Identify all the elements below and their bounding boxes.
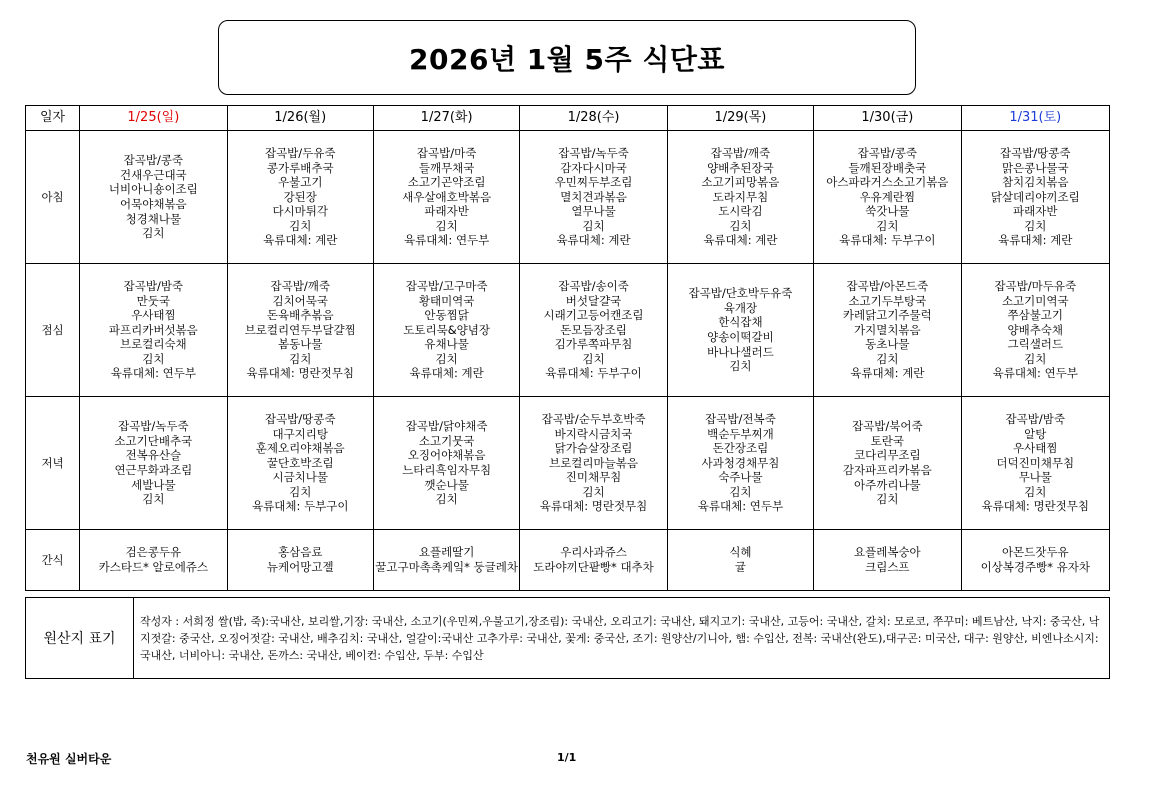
menu-item: 김치 bbox=[435, 492, 458, 507]
page-title: 2026년 1월 5주 식단표 bbox=[409, 42, 725, 76]
date-header-row bbox=[26, 106, 1110, 131]
menu-item: 김치 bbox=[582, 218, 605, 233]
menu-item: 잡곡밥/녹두죽 bbox=[558, 145, 629, 160]
menu-item: 잡곡밥/송이죽 bbox=[558, 278, 629, 293]
menu-item: 육류대체: 명란젓무침 bbox=[981, 499, 1090, 514]
snack-cell bbox=[961, 530, 1109, 591]
snack-item: 요플레딸기 bbox=[418, 545, 475, 560]
menu-item: 전복유산슬 bbox=[125, 448, 182, 463]
menu-item: 김치 bbox=[582, 351, 605, 366]
menu-item: 너비아니숑이조림 bbox=[108, 182, 198, 197]
menu-item: 열무나물 bbox=[571, 204, 616, 219]
snack-row bbox=[26, 530, 1110, 591]
menu-item: 김치 bbox=[729, 359, 752, 374]
menu-item: 느타리흑임자무침 bbox=[402, 463, 492, 477]
menu-item: 안동찜닭 bbox=[424, 308, 469, 323]
menu-item: 브로컬리연두부달걀찜 bbox=[244, 322, 356, 337]
date-label: 일자 bbox=[26, 106, 80, 131]
menu-cell bbox=[80, 131, 227, 264]
menu-cell bbox=[667, 397, 813, 530]
footer-page-number: 1/1 bbox=[557, 751, 577, 764]
menu-item: 쭈삼불고기 bbox=[1007, 308, 1064, 323]
menu-item: 소고기두부탕국 bbox=[848, 293, 927, 308]
menu-item: 숙주나물 bbox=[718, 470, 763, 485]
menu-item: 육류대체: 계란 bbox=[998, 233, 1073, 248]
menu-item: 육류대체: 계란 bbox=[556, 233, 631, 248]
menu-item: 동초나물 bbox=[865, 337, 910, 352]
menu-item: 양배추된장국 bbox=[707, 160, 774, 175]
menu-item: 돈간장조림 bbox=[712, 441, 769, 456]
date-cell: 1/27(화) bbox=[373, 106, 519, 131]
menu-item: 파프리카버섯볶음 bbox=[108, 322, 198, 337]
menu-item: 파래자반 bbox=[1013, 204, 1058, 219]
menu-item: 잡곡밥/북어죽 bbox=[852, 419, 923, 434]
menu-item: 오징어야채볶음 bbox=[407, 448, 486, 463]
menu-item: 세발나물 bbox=[131, 477, 176, 492]
snack-item: 이상복경주빵* 유자차 bbox=[980, 560, 1090, 574]
origin-table bbox=[25, 597, 1110, 679]
menu-item: 잡곡밥/깨죽 bbox=[270, 278, 330, 293]
date-cell: 1/30(금) bbox=[814, 106, 961, 131]
menu-item: 김치 bbox=[1024, 484, 1047, 499]
menu-item: 백순두부찌개 bbox=[707, 426, 774, 441]
menu-item: 시래기고등어캔조림 bbox=[543, 308, 644, 323]
menu-cell bbox=[520, 264, 667, 397]
menu-item: 도라지무침 bbox=[712, 189, 769, 204]
menu-item: 건새우근대국 bbox=[120, 167, 187, 182]
menu-item: 소고기단배추국 bbox=[114, 433, 193, 448]
menu-item: 소고기곤약조림 bbox=[407, 175, 486, 190]
menu-item: 소고기미역국 bbox=[1001, 293, 1069, 308]
meal-row bbox=[26, 264, 1110, 397]
menu-item: 다시마튀각 bbox=[272, 204, 329, 219]
menu-item: 김치 bbox=[142, 226, 165, 241]
menu-item: 돈모듬장조림 bbox=[560, 322, 627, 337]
menu-item: 육류대체: 계란 bbox=[703, 233, 778, 248]
menu-item: 김가루쪽파무침 bbox=[554, 337, 633, 352]
menu-item: 닭살데리야끼조림 bbox=[990, 189, 1080, 204]
menu-item: 감자다시마국 bbox=[560, 160, 627, 175]
menu-item: 황태미역국 bbox=[418, 293, 475, 308]
date-cell: 1/29(목) bbox=[667, 106, 813, 131]
menu-cell bbox=[814, 131, 961, 264]
menu-cell bbox=[667, 264, 813, 397]
menu-item: 김치 bbox=[729, 484, 752, 499]
menu-cell bbox=[961, 397, 1109, 530]
menu-item: 무나물 bbox=[1018, 470, 1052, 485]
menu-cell bbox=[227, 131, 373, 264]
menu-item: 청경채나물 bbox=[125, 211, 182, 226]
meal-label: 저녁 bbox=[26, 397, 80, 530]
menu-cell bbox=[373, 131, 519, 264]
menu-item: 김치 bbox=[289, 351, 312, 366]
menu-cell bbox=[373, 264, 519, 397]
menu-cell bbox=[227, 264, 373, 397]
snack-item: 검은콩두유 bbox=[125, 545, 182, 560]
menu-item: 도시락김 bbox=[718, 204, 763, 219]
menu-item: 김치 bbox=[435, 218, 458, 233]
title-box bbox=[218, 20, 916, 95]
menu-item: 한식잡채 bbox=[718, 315, 763, 330]
menu-item: 더덕진미채무침 bbox=[996, 455, 1075, 470]
menu-item: 브로컬리마늘볶음 bbox=[549, 455, 638, 470]
menu-item: 맑은콩나물국 bbox=[1001, 160, 1069, 175]
menu-item: 우민찌두부조림 bbox=[554, 175, 633, 190]
snack-cell bbox=[80, 530, 227, 591]
menu-cell bbox=[227, 397, 373, 530]
snack-item: 아몬드잣두유 bbox=[1001, 545, 1069, 560]
menu-item: 만둣국 bbox=[136, 293, 170, 308]
menu-item: 훈제오리야채볶음 bbox=[255, 441, 345, 456]
menu-cell bbox=[667, 131, 813, 264]
menu-item: 육류대체: 두부구이 bbox=[839, 233, 936, 248]
menu-item: 사과청경채무침 bbox=[701, 455, 780, 470]
date-cell: 1/31(토) bbox=[961, 106, 1109, 131]
menu-item: 잡곡밥/마두유죽 bbox=[994, 278, 1077, 293]
menu-item: 바지락시금치국 bbox=[554, 426, 633, 441]
menu-item: 김치 bbox=[142, 351, 165, 366]
menu-item: 아주까리나물 bbox=[854, 477, 921, 492]
menu-item: 도토리묵&양념장 bbox=[403, 322, 490, 337]
menu-item: 잡곡밥/마죽 bbox=[416, 145, 477, 160]
menu-item: 잡곡밥/밤죽 bbox=[1005, 411, 1065, 426]
snack-item: 우리사과쥬스 bbox=[560, 545, 627, 560]
menu-item: 아스파라거스소고기볶음 bbox=[826, 175, 949, 190]
menu-item: 잡곡밥/콩죽 bbox=[857, 145, 918, 160]
menu-item: 육개장 bbox=[723, 300, 758, 315]
menu-cell bbox=[961, 264, 1109, 397]
menu-item: 육류대체: 연두부 bbox=[110, 366, 196, 381]
meal-row bbox=[26, 397, 1110, 530]
menu-item: 알탕 bbox=[1024, 426, 1047, 441]
menu-item: 참치김치볶음 bbox=[1001, 175, 1069, 190]
menu-item: 잡곡밥/전복죽 bbox=[705, 411, 776, 426]
menu-item: 유채나물 bbox=[424, 337, 469, 352]
menu-cell bbox=[520, 397, 667, 530]
menu-item: 김치 bbox=[435, 351, 458, 366]
menu-item: 잡곡밥/순두부호박죽 bbox=[541, 411, 646, 426]
menu-item: 김치 bbox=[1024, 218, 1047, 233]
snack-item: 요플레복숭아 bbox=[854, 545, 921, 560]
menu-item: 잡곡밥/아몬드죽 bbox=[846, 278, 929, 293]
menu-table bbox=[25, 105, 1110, 591]
menu-item: 우불고기 bbox=[278, 175, 323, 190]
menu-item: 잡곡밥/땅콩죽 bbox=[1000, 145, 1071, 160]
menu-item: 멸치견과볶음 bbox=[560, 189, 627, 204]
menu-item: 소고기피망볶음 bbox=[701, 175, 780, 190]
menu-item: 쑥갓나물 bbox=[865, 204, 910, 219]
menu-item: 꿀단호박조림 bbox=[266, 455, 334, 470]
menu-item: 파래자반 bbox=[424, 204, 469, 219]
menu-item: 김치 bbox=[876, 492, 899, 507]
snack-cell bbox=[373, 530, 519, 591]
menu-item: 토란국 bbox=[870, 433, 904, 448]
menu-item: 김치 bbox=[876, 218, 899, 233]
date-cell: 1/25(일) bbox=[80, 106, 227, 131]
menu-item: 김치 bbox=[876, 351, 899, 366]
menu-item: 육류대체: 두부구이 bbox=[545, 366, 642, 381]
origin-label: 원산지 표기 bbox=[26, 598, 134, 679]
menu-cell bbox=[814, 264, 961, 397]
menu-item: 가지멸치볶음 bbox=[854, 322, 921, 337]
menu-item: 진미채무침 bbox=[565, 470, 622, 485]
menu-item: 새우살애호박볶음 bbox=[402, 189, 492, 204]
menu-item: 우사태찜 bbox=[131, 308, 176, 323]
menu-item: 육류대체: 연두부 bbox=[403, 233, 490, 248]
menu-item: 돈육배추볶음 bbox=[266, 308, 334, 323]
menu-item: 김치어묵국 bbox=[272, 293, 329, 308]
menu-item: 잡곡밥/두유죽 bbox=[264, 145, 336, 160]
menu-item: 우유계란찜 bbox=[859, 189, 916, 204]
menu-item: 봄동나물 bbox=[278, 337, 323, 352]
footer-org: 천유원 실버타운 bbox=[26, 752, 112, 766]
menu-cell bbox=[80, 264, 227, 397]
menu-cell bbox=[814, 397, 961, 530]
menu-item: 육류대체: 계란 bbox=[263, 233, 338, 248]
menu-item: 김치 bbox=[729, 218, 752, 233]
snack-item: 홍삼음료 bbox=[278, 545, 323, 560]
menu-item: 육류대체: 계란 bbox=[850, 366, 925, 381]
menu-item: 잡곡밥/땅콩죽 bbox=[264, 411, 336, 426]
snack-item: 식혜 bbox=[729, 545, 752, 560]
menu-item: 김치 bbox=[1024, 351, 1047, 366]
menu-item: 잡곡밥/콩죽 bbox=[123, 153, 184, 168]
origin-text: 작성자 : 서희정 쌀(밥, 죽):국내산, 보리쌀,기장: 국내산, 소고기(우민찌,우불고기,장조림): 국내산, 오리고기: 국내산, 돼지고기: 국내산, 고등어: 국내산, 갈치: 모로코, 쭈꾸미: 베트남산, 낙지: 중국산, 낙지젓갈: 중국산, 오징어젓갈: 국내산, 배추김치: 국내산, 얼갈이:국내산 고추가루: 국내산, 꽃게: 중국산, 조기: 원양산/기니아, 햄: 수입산, 전복: 국내산(완도),대구곤: 미국산, 대구: 원양산, 비엔나소시지: 국내산, 너비아니: 국내산, 돈까스: 국내산, 베이컨: 수입산, 두부: 수입산 bbox=[134, 598, 1110, 679]
meal-row bbox=[26, 131, 1110, 264]
menu-item: 시금치나물 bbox=[272, 470, 329, 485]
snack-item: 귤 bbox=[734, 560, 746, 574]
snack-item: 뉴케어망고젤 bbox=[266, 560, 334, 574]
menu-item: 육류대체: 명란젓무침 bbox=[539, 499, 648, 514]
menu-item: 잡곡밥/밤죽 bbox=[123, 278, 184, 293]
snack-cell bbox=[227, 530, 373, 591]
menu-item: 들깨된장배춧국 bbox=[848, 160, 927, 175]
menu-item: 브로컬리숙채 bbox=[120, 337, 187, 352]
date-cell: 1/26(월) bbox=[227, 106, 373, 131]
date-cell: 1/28(수) bbox=[520, 106, 667, 131]
menu-item: 깻순나물 bbox=[424, 477, 469, 492]
menu-item: 어묵야채볶음 bbox=[120, 197, 187, 211]
menu-item: 김치 bbox=[289, 218, 312, 233]
snack-label: 간식 bbox=[26, 530, 80, 591]
menu-cell bbox=[373, 397, 519, 530]
menu-item: 버섯달걀국 bbox=[565, 293, 622, 308]
menu-item: 바나나샐러드 bbox=[707, 344, 774, 359]
menu-item: 김치 bbox=[582, 484, 605, 499]
menu-item: 소고기뭇국 bbox=[418, 433, 475, 448]
menu-item: 김치 bbox=[142, 492, 165, 507]
menu-item: 육류대체: 두부구이 bbox=[252, 499, 349, 514]
menu-item: 잡곡밥/깨죽 bbox=[710, 145, 771, 160]
snack-item: 꿀고구마촉촉케잌* 둥글레차 bbox=[375, 560, 518, 574]
menu-item: 감자파프리카볶음 bbox=[842, 463, 932, 477]
snack-item: 크림스프 bbox=[865, 560, 910, 574]
menu-item: 대구지리탕 bbox=[272, 426, 329, 441]
menu-item: 김치 bbox=[289, 484, 312, 499]
menu-cell bbox=[80, 397, 227, 530]
menu-item: 양송이떡갈비 bbox=[707, 330, 774, 344]
menu-item: 카레닭고기주물럭 bbox=[842, 308, 932, 323]
menu-item: 잡곡밥/닭야채죽 bbox=[405, 419, 488, 434]
menu-item: 닭가슴살장조림 bbox=[554, 441, 633, 456]
menu-cell bbox=[961, 131, 1109, 264]
menu-item: 콩가루배추국 bbox=[266, 160, 334, 175]
menu-item: 연근무화과조림 bbox=[114, 463, 193, 477]
meal-label: 아침 bbox=[26, 131, 80, 264]
menu-item: 잡곡밥/고구마죽 bbox=[405, 278, 488, 293]
meal-label: 점심 bbox=[26, 264, 80, 397]
menu-item: 잡곡밥/녹두죽 bbox=[118, 419, 189, 434]
menu-item: 잡곡밥/단호박두유죽 bbox=[688, 286, 793, 301]
menu-item: 육류대체: 연두부 bbox=[697, 499, 784, 514]
snack-cell bbox=[520, 530, 667, 591]
menu-item: 들깨무채국 bbox=[418, 160, 475, 175]
menu-item: 양배추숙채 bbox=[1007, 322, 1064, 337]
snack-item: 도라야끼단팥빵* 대추차 bbox=[533, 560, 654, 574]
menu-item: 육류대체: 연두부 bbox=[992, 366, 1078, 381]
menu-item: 강된장 bbox=[283, 189, 317, 204]
menu-item: 그릭샐러드 bbox=[1007, 337, 1064, 352]
snack-cell bbox=[667, 530, 813, 591]
snack-cell bbox=[814, 530, 961, 591]
menu-cell bbox=[520, 131, 667, 264]
menu-item: 육류대체: 명란젓무침 bbox=[246, 366, 354, 381]
menu-item: 코다리무조림 bbox=[854, 448, 921, 463]
menu-item: 우사태찜 bbox=[1013, 441, 1058, 456]
snack-item: 카스타드* 알로에쥬스 bbox=[98, 560, 209, 574]
menu-item: 육류대체: 계란 bbox=[409, 366, 484, 381]
